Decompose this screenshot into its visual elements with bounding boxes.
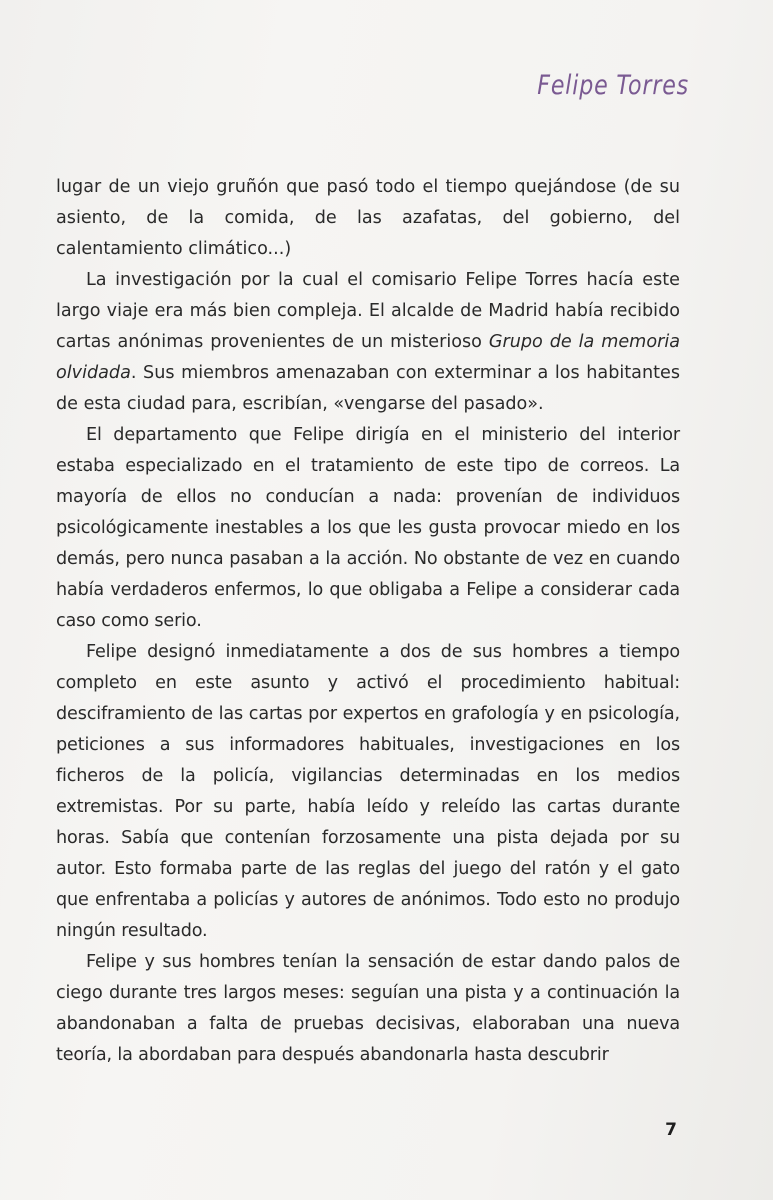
paragraph-2-text: La investigación por la cual el comisario Felipe Torres hacía este largo viaje era más bien compleja. El alcalde de Madrid había recibido cartas anónimas provenientes de un misterioso [56, 270, 680, 352]
running-header-author: Felipe Torres [537, 70, 689, 101]
paragraph-1-text: lugar de un viejo gruñón que pasó todo el tiempo quejándose (de su asiento, de la comida, de las azafatas, del gobierno, del calentamiento climático...) [56, 177, 680, 259]
paragraph-4-text: Felipe designó inmediatamente a dos de sus hombres a tiempo completo en este asunto y activó el procedimiento habitual: desciframiento de las cartas por expertos en grafología y en psicología, peticiones a sus informadores habituales, investigaciones en los ficheros de la policía, vigilancias determinadas en los medios extremistas. Por su parte, había leído y releído las cartas durante horas. Sabía que contenían forzosamente una pista dejada por su autor. Esto formaba parte de las reglas del juego del ratón y el gato que enfrentaba a policías y autores de anónimos. Todo esto no produjo ningún resultado. [56, 642, 680, 941]
paragraph-5-text: Felipe y sus hombres tenían la sensación de estar dando palos de ciego durante tres largos meses: seguían una pista y a continuación la abandonaban a falta de pruebas decisivas, elaboraban una nueva teoría, la abordaban para después abandonarla hasta descubrir [56, 952, 680, 1065]
paragraph-5 [56, 947, 680, 1071]
paragraph-1 [56, 172, 680, 265]
paragraph-4 [56, 637, 680, 947]
italic-group-name: Grupo de la memoria olvidada [56, 332, 680, 383]
paragraph-3 [56, 420, 680, 637]
page-number: 7 [665, 1120, 677, 1140]
paragraph-3-text: El departamento que Felipe dirigía en el ministerio del interior estaba especializado en el tratamiento de este tipo de correos. La mayoría de ellos no conducían a nada: provenían de individuos psicológicamente inestables a los que les gusta provocar miedo en los demás, pero nunca pasaban a la acción. No obstante de vez en cuando había verdaderos enfermos, lo que obligaba a Felipe a considerar cada caso como serio. [56, 425, 680, 631]
paragraph-2-text-end: . Sus miembros amenazaban con exterminar a los habitantes de esta ciudad para, escribían, «vengarse del pasado». [56, 363, 680, 414]
body-text [56, 172, 680, 1071]
paragraph-2 [56, 265, 680, 420]
